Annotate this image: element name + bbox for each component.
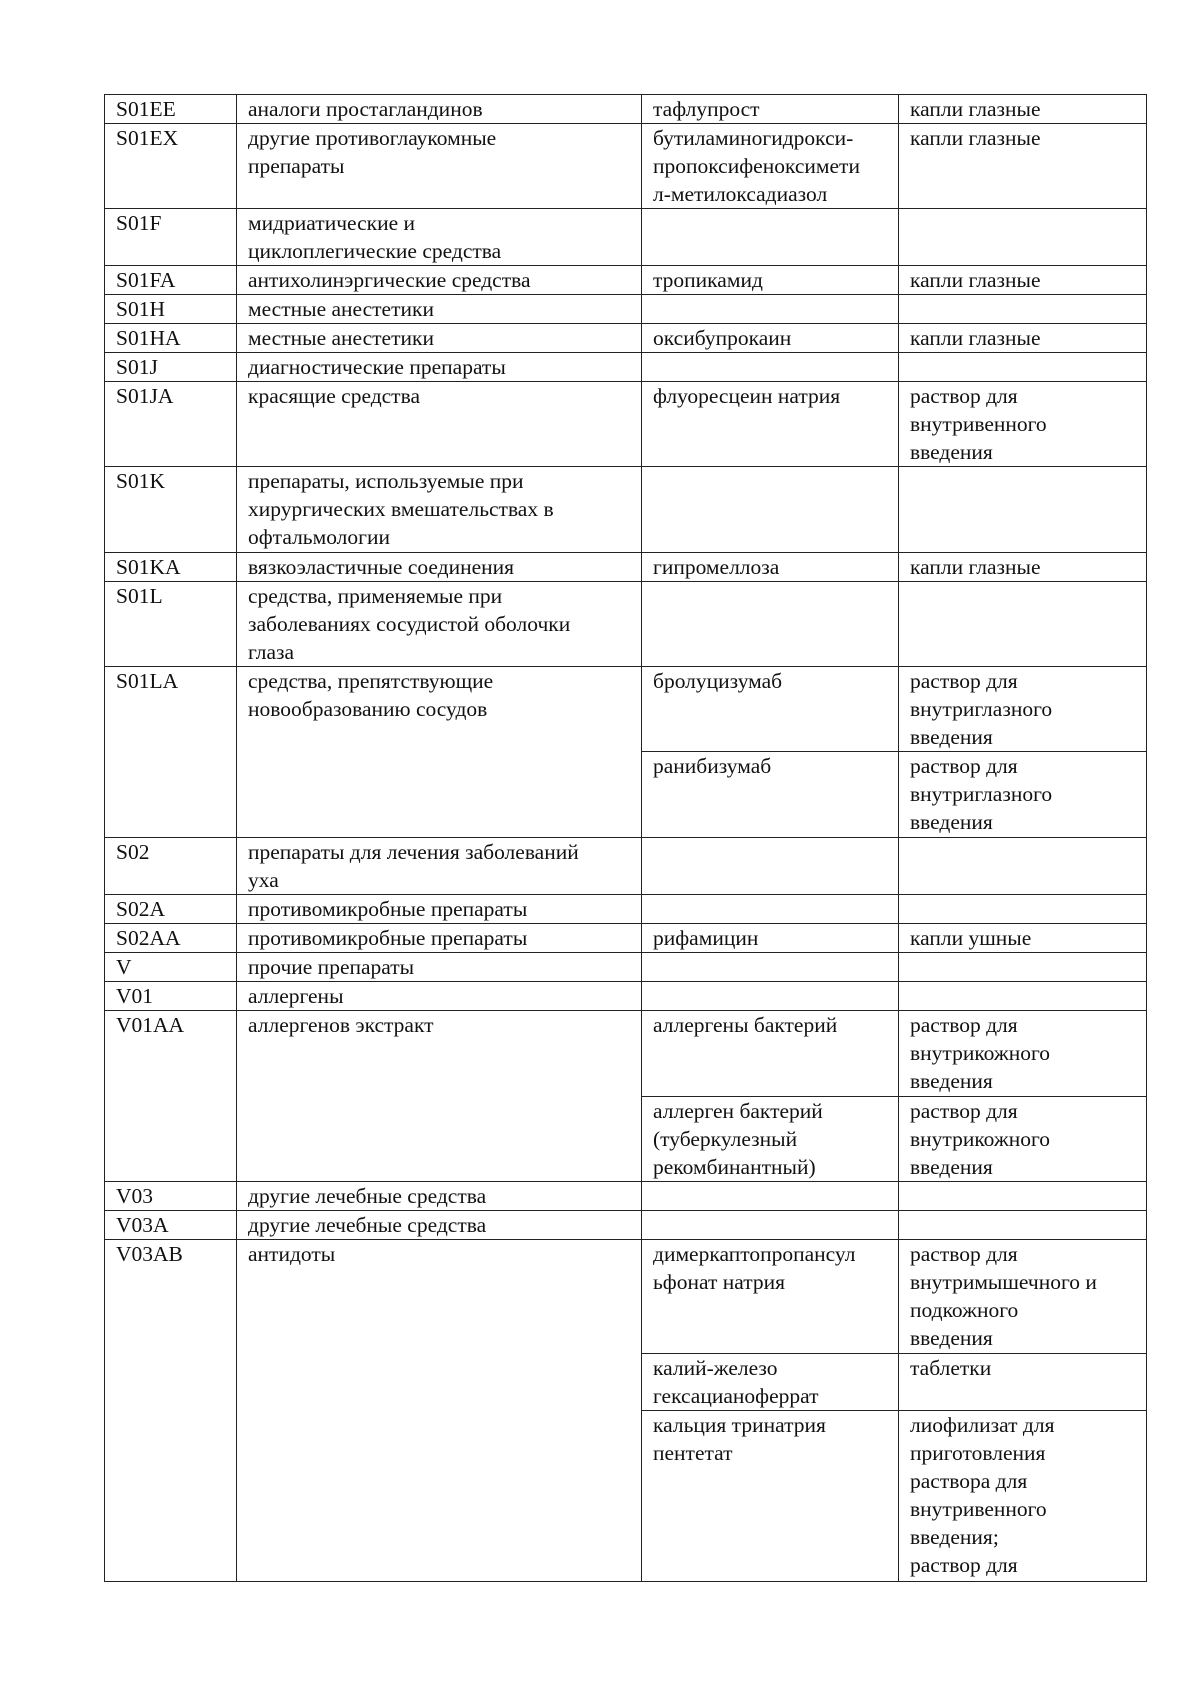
table-row bbox=[105, 953, 1147, 982]
drug-name-cell: димеркаптопропансул ьфонат натрия bbox=[642, 1240, 899, 1354]
pharmacological-group-cell: антихолинэргические средства bbox=[237, 266, 642, 295]
drug-name-cell: ранибизумаб bbox=[642, 752, 899, 838]
drug-name-cell bbox=[642, 209, 899, 266]
atc-code-cell: S02A bbox=[105, 895, 237, 924]
atc-code-cell: V01AA bbox=[105, 1011, 237, 1182]
dosage-form-cell: раствор для внутриглазного введения bbox=[899, 667, 1147, 752]
atc-code-cell: S01EE bbox=[105, 95, 237, 124]
drug-table-body bbox=[105, 95, 1147, 1582]
dosage-form-cell bbox=[899, 353, 1147, 382]
pharmacological-group-cell: местные анестетики bbox=[237, 324, 642, 353]
atc-code-cell: V03AB bbox=[105, 1240, 237, 1582]
dosage-form-cell: раствор для внутрикожного введения bbox=[899, 1097, 1147, 1182]
pharmacological-group-cell: средства, препятствующие новообразованию сосудов bbox=[237, 667, 642, 838]
drug-name-cell: бролуцизумаб bbox=[642, 667, 899, 752]
atc-code-cell: V01 bbox=[105, 982, 237, 1011]
drug-name-cell bbox=[642, 1211, 899, 1240]
pharmacological-group-cell: аллергенов экстракт bbox=[237, 1011, 642, 1182]
drug-name-cell: бутиламиногидрокси- пропоксифеноксимети л-метилоксадиазол bbox=[642, 124, 899, 209]
pharmacological-group-cell: средства, применяемые при заболеваниях сосудистой оболочки глаза bbox=[237, 582, 642, 667]
table-row bbox=[105, 295, 1147, 324]
dosage-form-cell bbox=[899, 467, 1147, 553]
atc-code-cell: V bbox=[105, 953, 237, 982]
table-row bbox=[105, 209, 1147, 266]
dosage-form-cell bbox=[899, 209, 1147, 266]
drug-name-cell bbox=[642, 1182, 899, 1211]
drug-name-cell: оксибупрокаин bbox=[642, 324, 899, 353]
dosage-form-cell bbox=[899, 953, 1147, 982]
dosage-form-cell: раствор для внутрикожного введения bbox=[899, 1011, 1147, 1097]
pharmacological-group-cell: другие лечебные средства bbox=[237, 1182, 642, 1211]
table-row bbox=[105, 353, 1147, 382]
dosage-form-cell bbox=[899, 1211, 1147, 1240]
table-row bbox=[105, 95, 1147, 124]
table-row bbox=[105, 667, 1147, 752]
atc-code-cell: V03 bbox=[105, 1182, 237, 1211]
atc-code-cell: S01EX bbox=[105, 124, 237, 209]
table-row bbox=[105, 982, 1147, 1011]
pharmacological-group-cell: антидоты bbox=[237, 1240, 642, 1582]
atc-code-cell: S01FA bbox=[105, 266, 237, 295]
table-row bbox=[105, 1011, 1147, 1097]
dosage-form-cell: лиофилизат для приготовления раствора для внутривенного введения; раствор для bbox=[899, 1411, 1147, 1582]
drug-name-cell: флуоресцеин натрия bbox=[642, 382, 899, 467]
drug-name-cell: тропикамид bbox=[642, 266, 899, 295]
pharmacological-group-cell: диагностические препараты bbox=[237, 353, 642, 382]
dosage-form-cell bbox=[899, 895, 1147, 924]
drug-name-cell: рифамицин bbox=[642, 924, 899, 953]
table-row bbox=[105, 124, 1147, 209]
dosage-form-cell: капли глазные bbox=[899, 324, 1147, 353]
table-row bbox=[105, 266, 1147, 295]
drug-name-cell bbox=[642, 467, 899, 553]
pharmacological-group-cell: аллергены bbox=[237, 982, 642, 1011]
dosage-form-cell bbox=[899, 582, 1147, 667]
atc-code-cell: S01JA bbox=[105, 382, 237, 467]
drug-name-cell bbox=[642, 353, 899, 382]
pharmacological-group-cell: красящие средства bbox=[237, 382, 642, 467]
pharmacological-group-cell: противомикробные препараты bbox=[237, 924, 642, 953]
atc-code-cell: S02AA bbox=[105, 924, 237, 953]
drug-name-cell: гипромеллоза bbox=[642, 553, 899, 582]
pharmacological-group-cell: прочие препараты bbox=[237, 953, 642, 982]
drug-name-cell: кальция тринатрия пентетат bbox=[642, 1411, 899, 1582]
drug-name-cell: аллерген бактерий (туберкулезный рекомбинантный) bbox=[642, 1097, 899, 1182]
atc-code-cell: S01H bbox=[105, 295, 237, 324]
dosage-form-cell: капли ушные bbox=[899, 924, 1147, 953]
drug-name-cell bbox=[642, 582, 899, 667]
drug-name-cell bbox=[642, 953, 899, 982]
pharmacological-group-cell: противомикробные препараты bbox=[237, 895, 642, 924]
dosage-form-cell: раствор для внутримышечного и подкожного введения bbox=[899, 1240, 1147, 1354]
table-row bbox=[105, 553, 1147, 582]
table-row bbox=[105, 1211, 1147, 1240]
dosage-form-cell bbox=[899, 982, 1147, 1011]
table-row bbox=[105, 324, 1147, 353]
pharmacological-group-cell: вязкоэластичные соединения bbox=[237, 553, 642, 582]
table-row bbox=[105, 895, 1147, 924]
atc-code-cell: S01F bbox=[105, 209, 237, 266]
dosage-form-cell bbox=[899, 1182, 1147, 1211]
drug-name-cell bbox=[642, 295, 899, 324]
atc-code-cell: S01KA bbox=[105, 553, 237, 582]
table-row bbox=[105, 1240, 1147, 1354]
drug-name-cell: калий-железо гексацианоферрат bbox=[642, 1354, 899, 1411]
dosage-form-cell: раствор для внутривенного введения bbox=[899, 382, 1147, 467]
table-row bbox=[105, 382, 1147, 467]
drug-name-cell bbox=[642, 838, 899, 895]
drug-table bbox=[104, 94, 1147, 1582]
atc-code-cell: S01K bbox=[105, 467, 237, 553]
table-row bbox=[105, 838, 1147, 895]
table-row bbox=[105, 582, 1147, 667]
dosage-form-cell: капли глазные bbox=[899, 95, 1147, 124]
dosage-form-cell bbox=[899, 838, 1147, 895]
pharmacological-group-cell: другие лечебные средства bbox=[237, 1211, 642, 1240]
pharmacological-group-cell: местные анестетики bbox=[237, 295, 642, 324]
dosage-form-cell: таблетки bbox=[899, 1354, 1147, 1411]
drug-name-cell bbox=[642, 895, 899, 924]
drug-name-cell: тафлупрост bbox=[642, 95, 899, 124]
table-row bbox=[105, 1182, 1147, 1211]
dosage-form-cell: капли глазные bbox=[899, 553, 1147, 582]
drug-name-cell bbox=[642, 982, 899, 1011]
atc-code-cell: V03A bbox=[105, 1211, 237, 1240]
pharmacological-group-cell: мидриатические и циклоплегические средства bbox=[237, 209, 642, 266]
dosage-form-cell: раствор для внутриглазного введения bbox=[899, 752, 1147, 838]
atc-code-cell: S02 bbox=[105, 838, 237, 895]
pharmacological-group-cell: препараты, используемые при хирургических вмешательствах в офтальмологии bbox=[237, 467, 642, 553]
atc-code-cell: S01HA bbox=[105, 324, 237, 353]
pharmacological-group-cell: препараты для лечения заболеваний уха bbox=[237, 838, 642, 895]
pharmacological-group-cell: другие противоглаукомные препараты bbox=[237, 124, 642, 209]
table-row bbox=[105, 467, 1147, 553]
table-row bbox=[105, 924, 1147, 953]
pharmacological-group-cell: аналоги простагландинов bbox=[237, 95, 642, 124]
atc-code-cell: S01J bbox=[105, 353, 237, 382]
dosage-form-cell bbox=[899, 295, 1147, 324]
atc-code-cell: S01LA bbox=[105, 667, 237, 838]
dosage-form-cell: капли глазные bbox=[899, 266, 1147, 295]
dosage-form-cell: капли глазные bbox=[899, 124, 1147, 209]
drug-name-cell: аллергены бактерий bbox=[642, 1011, 899, 1097]
atc-code-cell: S01L bbox=[105, 582, 237, 667]
